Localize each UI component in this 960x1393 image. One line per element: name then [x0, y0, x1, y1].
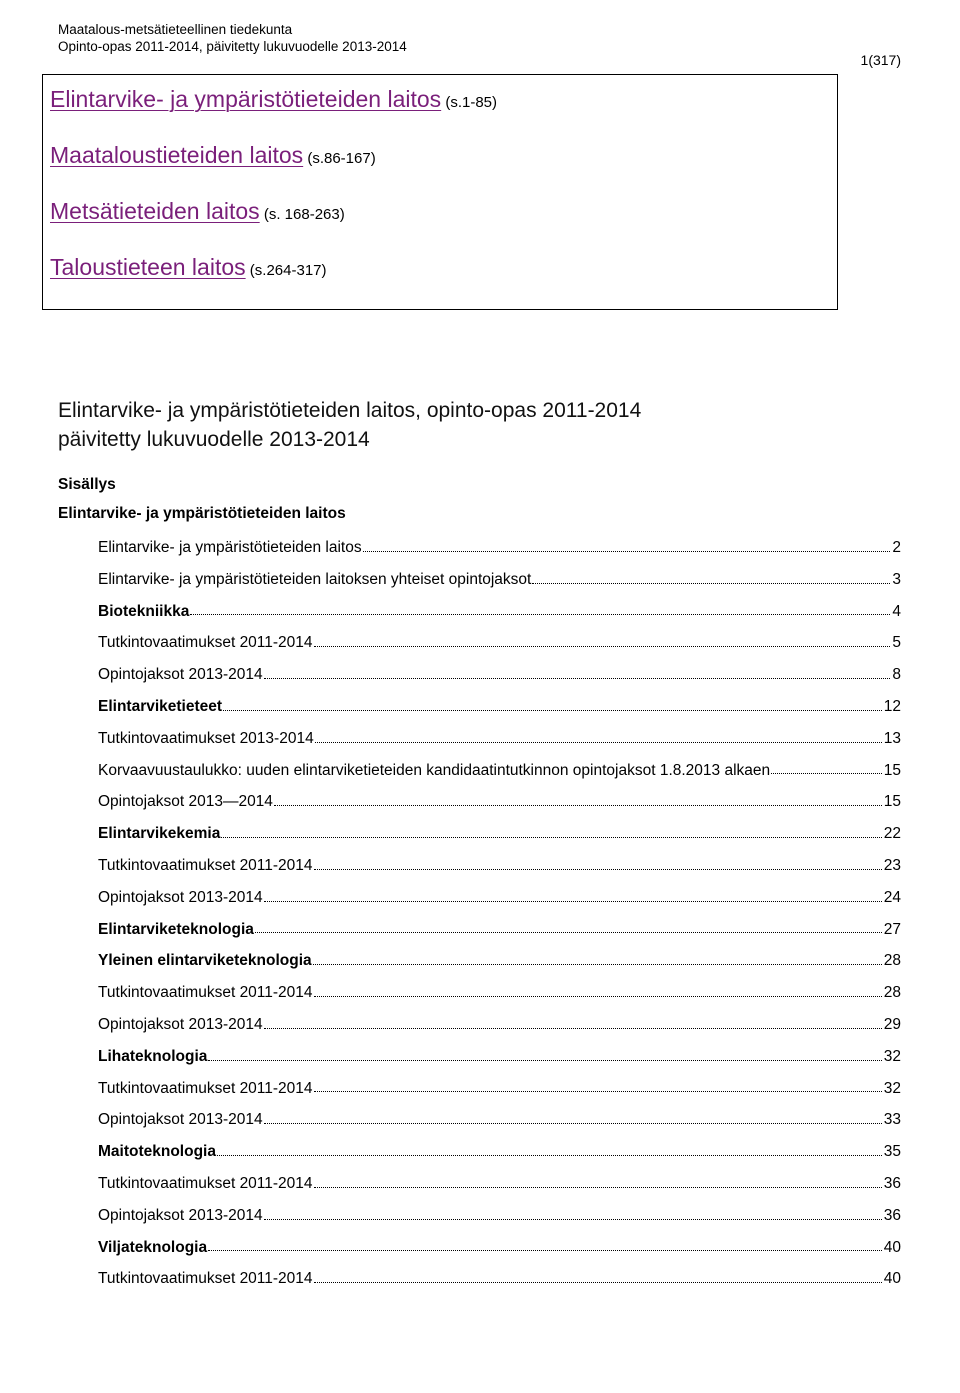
toc-entry[interactable]	[98, 882, 901, 914]
toc-entry[interactable]	[98, 818, 901, 850]
department-link-pages: (s. 168-263)	[259, 206, 345, 223]
toc-entry[interactable]	[98, 1041, 901, 1073]
toc-entry-page: 29	[883, 1015, 901, 1033]
toc-entry-title: Elintarvike- ja ympäristötieteiden laitos	[98, 539, 362, 556]
department-link-row	[50, 142, 376, 169]
toc-entry-title: Lihateknologia	[98, 1047, 208, 1065]
toc-entry-title: Tutkintovaatimukset 2013-2014	[98, 729, 314, 747]
toc-entry[interactable]	[98, 723, 901, 755]
toc-entry[interactable]	[98, 1168, 901, 1200]
toc-entry[interactable]	[98, 1263, 901, 1295]
toc-entry-title: Elintarvike- ja ympäristötieteiden laitoksen yhteiset opintojaksot	[98, 570, 532, 588]
toc-leader-dots	[771, 772, 882, 774]
department-link-pages: (s.86-167)	[303, 150, 376, 167]
toc-entry-title: Elintarviketeknologia	[98, 920, 254, 938]
department-link-economics[interactable]: Taloustieteen laitos	[50, 254, 246, 280]
toc-entry-page: 13	[883, 729, 901, 747]
toc-entry-page: 36	[883, 1206, 901, 1224]
toc-entry-page: 12	[883, 697, 901, 715]
toc-entry-title: Elintarvikekemia	[98, 825, 221, 843]
toc-entry[interactable]	[98, 596, 901, 628]
department-link-row	[50, 254, 327, 281]
toc-entry[interactable]	[98, 627, 901, 659]
toc-entry-title: Biotekniikka	[98, 602, 190, 620]
toc-entry-page: 35	[883, 1143, 901, 1161]
toc-entry[interactable]	[98, 564, 901, 596]
toc-entry-page: 8	[892, 666, 901, 684]
toc-leader-dots	[217, 1154, 882, 1156]
toc-entry-page: 28	[883, 952, 901, 970]
toc-entry-page: 24	[883, 888, 901, 906]
toc-entry[interactable]	[98, 945, 901, 977]
toc-entry-title: Tutkintovaatimukset 2011-2014	[98, 1079, 313, 1097]
toc-entry[interactable]	[98, 786, 901, 818]
toc-entry-title: Tutkintovaatimukset 2011-2014	[98, 856, 313, 874]
toc-entry[interactable]	[98, 659, 901, 691]
toc-entry[interactable]	[98, 532, 901, 564]
toc-entry-title: Opintojaksot 2013-2014	[98, 666, 263, 684]
toc-leader-dots	[264, 677, 891, 679]
toc-entry[interactable]	[98, 914, 901, 946]
table-of-contents	[98, 532, 901, 1295]
toc-leader-dots	[221, 836, 881, 838]
contents-heading: Sisällys	[58, 476, 116, 493]
toc-entry-title: Opintojaksot 2013-2014	[98, 1015, 263, 1033]
department-link-pages: (s.264-317)	[245, 262, 327, 279]
toc-entry-page: 32	[883, 1079, 901, 1097]
toc-leader-dots	[223, 709, 882, 711]
header-faculty: Maatalous-metsätieteellinen tiedekunta	[58, 22, 293, 37]
toc-entry-page: 22	[883, 825, 901, 843]
department-link-pages: (s.1-85)	[441, 94, 498, 111]
toc-entry[interactable]	[98, 755, 901, 787]
toc-entry-page: 4	[892, 602, 901, 620]
toc-leader-dots	[190, 613, 890, 615]
toc-entry[interactable]	[98, 1009, 901, 1041]
toc-entry[interactable]	[98, 850, 901, 882]
toc-entry-page: 15	[883, 761, 901, 779]
toc-leader-dots	[314, 868, 882, 870]
department-link-row	[50, 198, 345, 225]
toc-entry[interactable]	[98, 1073, 901, 1105]
toc-leader-dots	[264, 900, 882, 902]
toc-leader-dots	[274, 804, 882, 806]
toc-leader-dots	[314, 645, 891, 647]
department-link-row	[50, 86, 497, 113]
toc-entry-page: 32	[883, 1047, 901, 1065]
toc-leader-dots	[264, 1218, 882, 1220]
document-title-line2: päivitetty lukuvuodelle 2013-2014	[58, 428, 370, 451]
toc-entry-title: Tutkintovaatimukset 2011-2014	[98, 1174, 313, 1192]
department-link-agriculture[interactable]: Maataloustieteiden laitos	[50, 142, 304, 168]
toc-entry[interactable]	[98, 977, 901, 1009]
toc-leader-dots	[208, 1059, 881, 1061]
department-links-box	[42, 74, 838, 310]
toc-leader-dots	[313, 963, 882, 965]
toc-leader-dots	[255, 931, 882, 933]
toc-entry-page: 2	[892, 539, 901, 556]
toc-entry-title: Yleinen elintarviketeknologia	[98, 952, 312, 970]
document-title-line1: Elintarvike- ja ympäristötieteiden laitos, opinto-opas 2011-2014	[58, 399, 642, 422]
toc-entry-page: 15	[883, 793, 901, 811]
toc-leader-dots	[314, 1281, 882, 1283]
toc-entry-title: Tutkintovaatimukset 2011-2014	[98, 984, 313, 1002]
toc-leader-dots	[314, 1186, 882, 1188]
toc-entry[interactable]	[98, 1232, 901, 1264]
toc-leader-dots	[208, 1249, 882, 1251]
toc-entry-page: 28	[883, 984, 901, 1002]
toc-leader-dots	[314, 995, 882, 997]
toc-entry-page: 23	[883, 856, 901, 874]
toc-entry-title: Viljateknologia	[98, 1238, 208, 1256]
toc-leader-dots	[363, 550, 891, 552]
toc-entry-title: Opintojaksot 2013—2014	[98, 793, 273, 811]
toc-section-heading: Elintarvike- ja ympäristötieteiden laitos	[58, 505, 346, 522]
toc-entry-page: 27	[883, 920, 901, 938]
toc-entry-title: Korvaavuustaulukko: uuden elintarviketieteiden kandidaatintutkinnon opintojaksot 1.8.2013 alkaen	[98, 761, 771, 779]
toc-entry-page: 36	[883, 1174, 901, 1192]
toc-leader-dots	[315, 741, 882, 743]
toc-entry[interactable]	[98, 691, 901, 723]
page-header	[58, 21, 407, 55]
toc-leader-dots	[264, 1027, 882, 1029]
page-number: 1(317)	[860, 52, 901, 68]
toc-entry-title: Maitoteknologia	[98, 1143, 216, 1161]
toc-entry-title: Tutkintovaatimukset 2011-2014	[98, 634, 313, 652]
toc-entry-title: Tutkintovaatimukset 2011-2014	[98, 1270, 313, 1288]
toc-entry-page: 3	[892, 570, 901, 588]
toc-entry[interactable]	[98, 1104, 901, 1136]
toc-leader-dots	[532, 582, 890, 584]
department-link-food-environment[interactable]: Elintarvike- ja ympäristötieteiden laitos	[50, 86, 442, 112]
toc-entry-title: Opintojaksot 2013-2014	[98, 888, 263, 906]
toc-entry-page: 40	[883, 1270, 901, 1288]
toc-leader-dots	[314, 1090, 882, 1092]
toc-entry[interactable]	[98, 1136, 901, 1168]
toc-entry-page: 40	[883, 1238, 901, 1256]
department-link-forest[interactable]: Metsätieteiden laitos	[50, 198, 260, 224]
toc-entry-title: Opintojaksot 2013-2014	[98, 1111, 263, 1129]
toc-entry-title: Opintojaksot 2013-2014	[98, 1206, 263, 1224]
toc-entry-page: 33	[883, 1111, 901, 1129]
toc-entry-title: Elintarviketieteet	[98, 697, 223, 715]
document-title	[58, 396, 641, 454]
header-guide-title: Opinto-opas 2011-2014, päivitetty lukuvuodelle 2013-2014	[58, 39, 407, 54]
toc-entry[interactable]	[98, 1200, 901, 1232]
toc-entry-page: 5	[892, 634, 901, 652]
toc-leader-dots	[264, 1122, 882, 1124]
